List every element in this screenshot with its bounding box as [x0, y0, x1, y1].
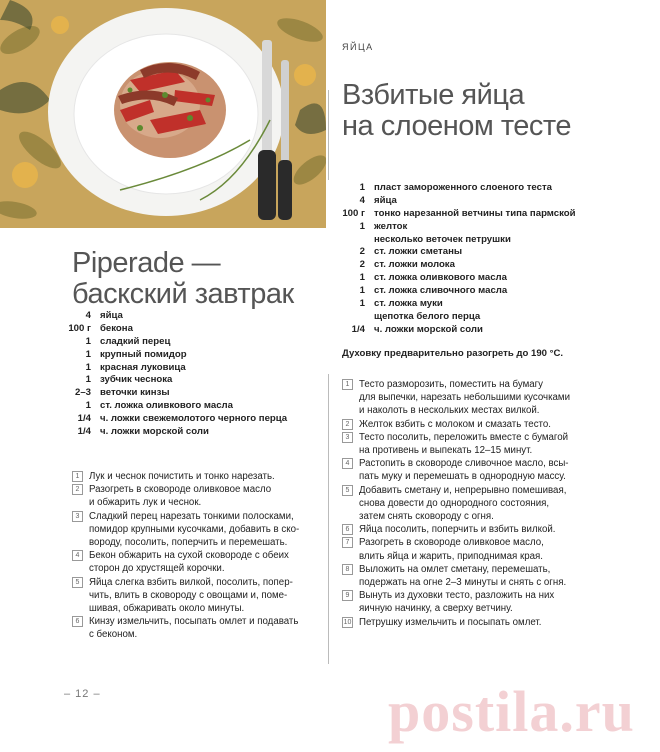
ingredient-row: [334, 272, 576, 285]
ingredient-qty: 1: [85, 400, 91, 412]
step-text: Вынуть из духовки тесто, разложить на них яичную начинку, а сверху ветчину.: [359, 590, 555, 615]
right-steps-list: [342, 378, 604, 629]
dish-photo: [0, 0, 326, 228]
step-number: 5: [342, 485, 353, 496]
ingredient-row: [334, 221, 576, 234]
ingredient-item: тонко нарезанной ветчины типа пармской: [374, 207, 576, 219]
ingredient-row: [62, 349, 287, 362]
ingredient-item: ст. ложки сметаны: [374, 246, 463, 258]
ingredient-item: ст. ложка сливочного масла: [374, 285, 508, 297]
ingredient-qty: 2: [359, 246, 365, 258]
step-item: [342, 563, 604, 589]
ingredient-row: [62, 387, 287, 400]
section-label: ЯЙЦА: [342, 42, 374, 52]
ingredient-item: ст. ложки молока: [374, 259, 455, 271]
step-number: 9: [342, 590, 353, 601]
step-item: [342, 484, 604, 524]
ingredient-row: [62, 413, 287, 426]
watermark: postila.ru: [388, 679, 635, 744]
step-item: [72, 483, 330, 509]
ingredient-qty: 100 г: [68, 322, 91, 334]
ingredient-item: красная луковица: [100, 361, 186, 373]
step-item: [342, 431, 604, 457]
ingredient-row: [62, 400, 287, 413]
step-text: Кинзу измельчить, посыпать омлет и подавать с беконом.: [89, 616, 299, 641]
step-number: 3: [342, 432, 353, 443]
ingredient-item: зубчик чеснока: [100, 374, 173, 386]
ingredient-qty: [334, 311, 374, 324]
ingredient-row: [334, 259, 576, 272]
step-item: [72, 615, 330, 641]
step-number: 8: [342, 564, 353, 575]
ingredient-item: ч. ложки свежемолотого черного перца: [100, 413, 288, 425]
ingredient-qty: 1/4: [77, 413, 91, 425]
right-title-line2: на слоеном тесте: [342, 110, 572, 142]
step-number: 2: [72, 484, 83, 495]
left-recipe-title: [72, 248, 294, 310]
ingredient-row: [62, 336, 287, 349]
step-text: Яйца посолить, поперчить и взбить вилкой.: [359, 524, 556, 536]
step-number: 3: [72, 511, 83, 522]
ingredient-item: крупный помидор: [100, 348, 187, 360]
ingredient-item: веточки кинзы: [100, 387, 170, 399]
step-item: [72, 510, 330, 550]
step-text: Добавить сметану и, непрерывно помешивая, снова довести до однородного состояния, затем снять сковороду с огня.: [359, 484, 567, 523]
ingredient-item: ст. ложка оливкового масла: [100, 400, 233, 412]
step-number: 2: [342, 419, 353, 430]
ingredient-row: [62, 323, 287, 336]
oven-note: Духовку предварительно разогреть до 190 °С.: [342, 348, 564, 359]
step-item: [342, 616, 604, 629]
right-recipe-title: [342, 80, 571, 142]
step-number: 1: [342, 379, 353, 390]
ingredient-qty: 4: [359, 194, 365, 206]
ingredient-qty: 1: [85, 335, 91, 347]
ingredient-item: пласт замороженного слоеного теста: [374, 182, 553, 193]
step-number: 6: [72, 616, 83, 627]
ingredient-item: ч. ложки морской соли: [374, 323, 483, 335]
ingredient-row: [334, 311, 576, 324]
step-text: Желток взбить с молоком и смазать тесто.: [359, 418, 551, 430]
right-title-line1: Взбитые яйца: [342, 79, 525, 111]
ingredient-item: бекона: [100, 322, 133, 334]
ingredient-row: [334, 182, 576, 195]
ingredient-row: [334, 234, 576, 247]
step-item: [342, 536, 604, 562]
ingredient-row: [62, 426, 287, 439]
step-item: [342, 418, 604, 431]
left-title-line2: баскский завтрак: [72, 278, 294, 310]
ingredient-row: [334, 208, 576, 221]
step-text: Тесто посолить, переложить вместе с бумагой на противень и выпекать 12–15 минут.: [359, 431, 569, 457]
step-number: 6: [342, 524, 353, 535]
right-ingredients-list: [334, 182, 576, 337]
step-number: 7: [342, 537, 353, 548]
step-text: Сладкий перец нарезать тонкими полосками, помидор крупными кусочками, добавить в ско- вороду, посолить, поперчить и перемешать.: [89, 510, 300, 549]
ingredient-qty: 1: [359, 298, 365, 310]
ingredient-qty: 1: [359, 272, 365, 284]
ingredient-item: сладкий перец: [100, 335, 171, 347]
ingredient-qty: 2–3: [74, 387, 91, 399]
ingredient-row: [62, 310, 287, 323]
ingredient-row: [334, 246, 576, 259]
step-item: [342, 589, 604, 615]
left-steps-list: [72, 470, 330, 642]
step-text: Тесто разморозить, поместить на бумагу для выпечки, нарезать небольшими кусочками и наколоть в нескольких местах вилкой.: [359, 379, 570, 417]
step-number: 10: [343, 618, 352, 626]
ingredient-item: ст. ложка оливкового масла: [374, 272, 507, 284]
ingredient-item: яйца: [100, 310, 123, 321]
ingredient-qty: 4: [85, 310, 91, 321]
ingredient-item: желток: [374, 220, 408, 232]
ingredient-item: ч. ложки морской соли: [100, 426, 209, 438]
ingredient-qty: 1: [85, 348, 91, 360]
ingredient-row: [334, 298, 576, 311]
page-number: – 12 –: [64, 688, 101, 700]
ingredient-item: щепотка белого перца: [374, 310, 481, 322]
ingredient-qty: [334, 234, 374, 247]
ingredient-row: [62, 374, 287, 387]
step-number: 4: [72, 550, 83, 561]
left-ingredients-list: [62, 310, 287, 439]
ingredient-qty: 1/4: [351, 323, 365, 335]
ingredient-item: ст. ложка муки: [374, 298, 443, 310]
step-item: [72, 576, 330, 616]
ingredient-item: яйца: [374, 194, 397, 206]
ingredient-row: [334, 324, 576, 337]
step-text: Растопить в сковороде сливочное масло, всы- пать муку и перемешать в однородную массу.: [359, 458, 569, 483]
step-text: Яйца слегка взбить вилкой, посолить, попер- чить, влить в сковороду с овощами и, поме- шивая, обжаривать около минуты.: [89, 576, 293, 615]
step-text: Разогреть в сковороде оливковое масло и обжарить лук и чеснок.: [89, 484, 272, 509]
step-item: [72, 549, 330, 575]
step-text: Выложить на омлет сметану, перемешать, подержать на огне 2–3 минуты и снять с огня.: [359, 563, 567, 589]
step-item: [342, 457, 604, 483]
column-divider-top: [328, 90, 329, 180]
step-text: Разогреть в сковороде оливковое масло, влить яйца и жарить, приподнимая края.: [359, 537, 544, 562]
ingredient-row: [334, 285, 576, 298]
ingredient-qty: 1: [359, 220, 365, 232]
ingredient-qty: 1: [85, 374, 91, 386]
step-text: Бекон обжарить на сухой сковороде с обеих сторон до хрустящей корочки.: [89, 550, 289, 575]
step-item: [342, 378, 604, 418]
step-item: [342, 523, 604, 536]
ingredient-qty: 1: [359, 182, 365, 193]
ingredient-item: несколько веточек петрушки: [374, 233, 511, 245]
step-text: Лук и чеснок почистить и тонко нарезать.: [89, 471, 275, 482]
step-number: 5: [72, 577, 83, 588]
ingredient-qty: 1: [85, 361, 91, 373]
ingredient-qty: 100 г: [342, 207, 365, 219]
ingredient-qty: 1/4: [77, 426, 91, 438]
step-text: Петрушку измельчить и посыпать омлет.: [359, 616, 542, 628]
ingredient-row: [62, 362, 287, 375]
step-number: 1: [72, 471, 83, 482]
step-number: 4: [342, 458, 353, 469]
left-title-line1: Piperade —: [72, 247, 221, 279]
ingredient-qty: 1: [359, 285, 365, 297]
step-item: [72, 470, 330, 483]
ingredient-row: [334, 195, 576, 208]
ingredient-qty: 2: [359, 259, 365, 271]
